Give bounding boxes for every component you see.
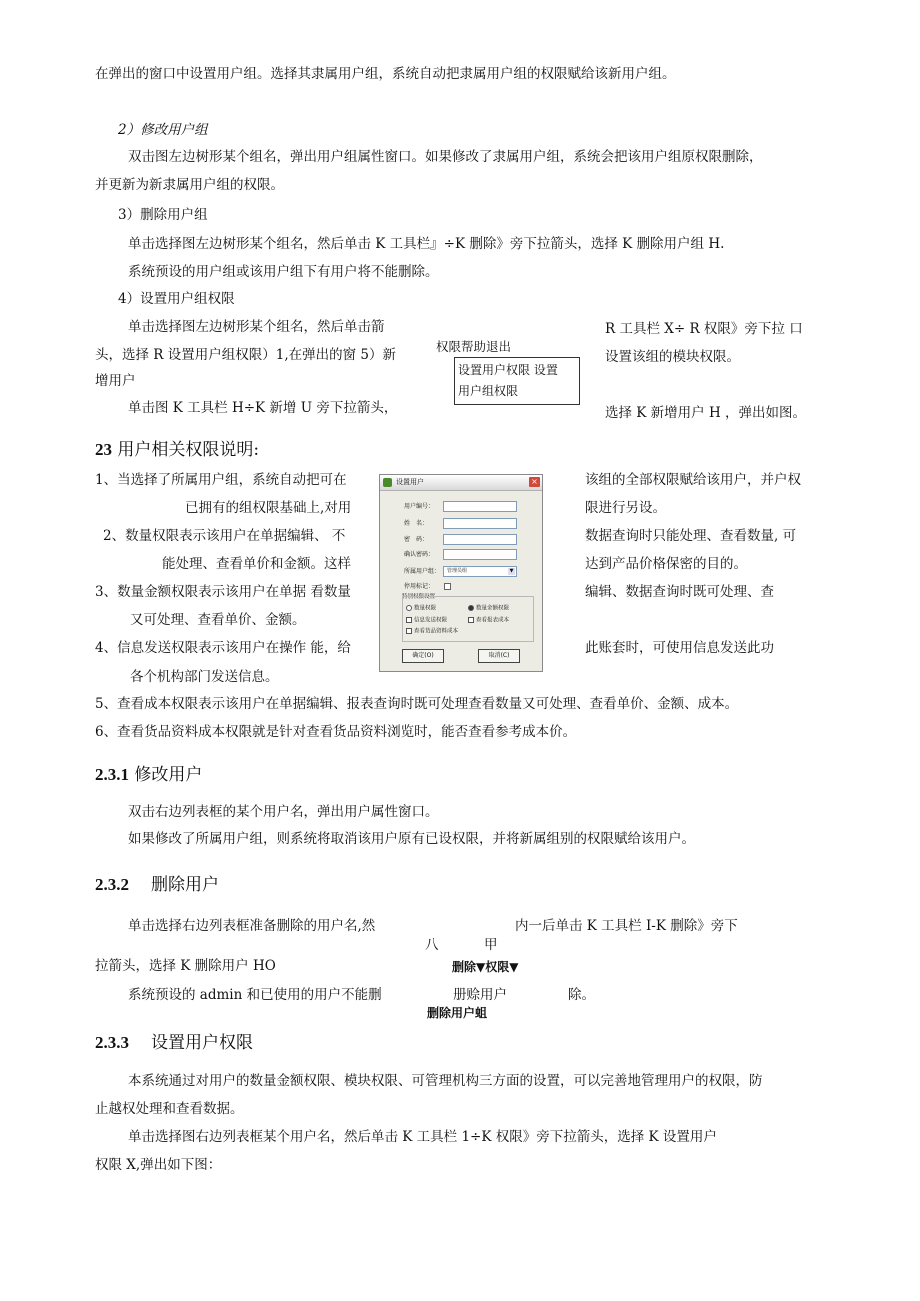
s233-p1: 本系统通过对用户的数量金额权限、模块权限、可管理机构三方面的设置，可以完善地管理用户的权限，防 bbox=[128, 1073, 763, 1089]
s232-p2a: 拉箭头，选择 K 删除用户 HO bbox=[95, 958, 276, 974]
s232-p1b: 内一后单击 K 工具栏 I-K 删除》旁下 bbox=[515, 918, 738, 934]
perm-item-4b: 各个机构部门发送信息。 bbox=[130, 669, 279, 685]
section-23-heading bbox=[95, 439, 259, 461]
s232-title: 删除用户 bbox=[151, 875, 219, 895]
perm-item-1-right-a: 该组的全部权限赋给该用户，并户权 bbox=[585, 472, 801, 488]
set-group-perm-left4: 单击图 K 工具栏 H÷K 新增 U 旁下拉箭头， bbox=[128, 400, 398, 416]
label-password: 密 码： bbox=[404, 536, 429, 543]
opt-qty-label: 数量权限 bbox=[414, 605, 437, 612]
s233-heading bbox=[95, 1032, 253, 1054]
delete-group-p2: 系统预设的用户组或该用户组下有用户将不能删除。 bbox=[128, 264, 439, 280]
perm-item-3-right-a: 编辑、数据查询时既可处理、查 bbox=[585, 584, 774, 600]
set-group-perm-right1: R 工具栏 X÷ R 权限》旁下拉 口 bbox=[605, 321, 803, 337]
perm-item-2b: 能处理、查看单价和金额。这样 bbox=[162, 556, 351, 572]
perm-item-4a: 4、信息发送权限表示该用户在操作 能，给 bbox=[95, 640, 351, 656]
set-group-perm-left1: 单击选择图左边树形某个组名，然后单击箭 bbox=[128, 319, 385, 335]
modify-group-p1: 双击图左边树形某个组名，弹出用户组属性窗口。如果修改了隶属用户组，系统会把该用户组原权限删除， bbox=[128, 149, 763, 165]
label-group: 所属用户组： bbox=[404, 568, 441, 575]
cancel-button[interactable]: 取消(C) bbox=[478, 649, 520, 663]
modify-group-heading: 2）修改用户组 bbox=[118, 122, 208, 138]
delete-group-heading: 3）删除用户组 bbox=[118, 207, 208, 223]
perm-item-3b: 又可处理、查看单价、金额。 bbox=[130, 612, 306, 628]
set-user-dialog bbox=[379, 474, 543, 672]
disable-checkbox[interactable] bbox=[444, 583, 451, 590]
perm-item-2-right-a: 数据查询时只能处理、查看数量, 可 bbox=[585, 528, 797, 544]
set-group-perm-left3: 增用户 bbox=[95, 373, 136, 389]
s233-number: 2.3.3 bbox=[95, 1033, 129, 1052]
s232-p3a: 系统预设的 admin 和已使用的用户不能删 bbox=[128, 987, 382, 1003]
s233-title: 设置用户权限 bbox=[151, 1033, 253, 1053]
dialog-titlebar bbox=[380, 475, 542, 491]
opt-goods-cost-label: 查看货品资料成本 bbox=[414, 628, 459, 635]
name-input[interactable] bbox=[443, 518, 517, 529]
s232-frag2: 甲 bbox=[484, 937, 498, 953]
s231-p2: 如果修改了所属用户组，则系统将取消该用户原有已设权限，并将新属组别的权限赋给该用户。 bbox=[128, 831, 695, 847]
radio-selected-icon bbox=[468, 605, 474, 611]
delete-group-p1: 单击选择图左边树形某个组名，然后单击 K 工具栏』÷K 删除》旁下拉箭头，选择 K 删除用户组 H. bbox=[128, 236, 725, 252]
s231-title: 修改用户 bbox=[134, 765, 203, 785]
opt-cost-label: 查看报表成本 bbox=[476, 617, 510, 624]
perm-item-5: 5、查看成本权限表示该用户在单据编辑、报表查询时既可处理查看数量又可处理、查看单价、金额、成本。 bbox=[95, 696, 739, 712]
s232-number: 2.3.2 bbox=[95, 875, 129, 894]
s232-heading bbox=[95, 874, 219, 896]
perm-item-3a: 3、数量金额权限表示该用户在单据 看数量 bbox=[95, 584, 351, 600]
opt-qty[interactable] bbox=[406, 605, 436, 613]
delete-user-menu-item[interactable]: 删除用户蛆 bbox=[427, 1006, 488, 1020]
menu-item-group-perm[interactable]: 用户组权限 bbox=[458, 384, 519, 398]
label-name: 姓 名： bbox=[404, 520, 429, 527]
s233-p2: 止越权处理和查看数据。 bbox=[95, 1101, 244, 1117]
menu-item-set-user-perm[interactable]: 设置用户权限 设置 bbox=[458, 363, 558, 377]
section-23-number: 23 bbox=[95, 440, 112, 459]
group-select-value: 管理员组 bbox=[447, 568, 468, 574]
label-confirm: 确认密码： bbox=[404, 551, 435, 558]
set-group-perm-right4: 选择 K 新增用户 H ，弹出如图。 bbox=[605, 405, 807, 421]
user-no-input[interactable] bbox=[443, 501, 517, 512]
s231-number: 2.3.1 bbox=[95, 765, 129, 784]
s232-p3b: 册赊用户 bbox=[453, 987, 507, 1003]
section-23-title: 用户相关权限说明: bbox=[117, 440, 260, 460]
opt-send[interactable] bbox=[406, 617, 447, 625]
intro-text: 在弹出的窗口中设置用户组。选择其隶属用户组，系统自动把隶属用户组的权限赋给该新用户组。 bbox=[95, 66, 676, 82]
app-icon bbox=[383, 478, 392, 487]
label-special-perms: 特别权限设置 bbox=[402, 594, 436, 600]
perm-item-2-right-b: 达到产品价格保密的目的。 bbox=[585, 556, 747, 572]
opt-qty-amount-label: 数量金额权限 bbox=[476, 605, 510, 612]
s232-p3c: 除。 bbox=[568, 987, 595, 1003]
password-input[interactable] bbox=[443, 534, 517, 545]
dialog-title: 设置用户 bbox=[396, 478, 424, 486]
s232-frag1: 八 bbox=[425, 937, 439, 953]
group-select[interactable] bbox=[443, 566, 517, 577]
set-group-perm-heading: 4）设置用户组权限 bbox=[118, 291, 235, 307]
confirm-password-input[interactable] bbox=[443, 549, 517, 560]
s232-p1a: 单击选择右边列表框准备删除的用户名,然 bbox=[128, 918, 376, 934]
close-icon[interactable]: × bbox=[529, 477, 540, 487]
checkbox-icon bbox=[468, 617, 474, 623]
perm-item-6: 6、查看货品资料成本权限就是针对查看货品资料浏览时，能否查看参考成本价。 bbox=[95, 724, 577, 740]
perm-item-1b: 已拥有的组权限基础上,对用 bbox=[185, 500, 352, 516]
label-user-no: 用户编号： bbox=[404, 503, 435, 510]
chevron-down-icon: ▼ bbox=[509, 568, 514, 574]
perm-item-1a: 1、当选择了所属用户组，系统自动把可在 bbox=[95, 472, 347, 488]
s233-p3: 单击选择图右边列表框某个用户名，然后单击 K 工具栏 1÷K 权限》旁下拉箭头，选择 K 设置用户 bbox=[128, 1129, 717, 1145]
label-disable: 停用标记： bbox=[404, 583, 435, 590]
s231-heading bbox=[95, 764, 202, 786]
s233-p4: 权限 X,弹出如下图： bbox=[95, 1157, 222, 1173]
delete-permission-menu[interactable]: 删除▼权限▼ bbox=[452, 960, 519, 974]
perm-item-2a: 2、数量权限表示该用户在单据编辑、 不 bbox=[103, 528, 346, 544]
ok-button[interactable]: 确定(O) bbox=[402, 649, 444, 663]
special-perms-group bbox=[402, 596, 534, 642]
perm-item-4-right-a: 此账套时，可使用信息发送此功 bbox=[585, 640, 774, 656]
menu-bar[interactable]: 权限帮助退出 bbox=[436, 339, 512, 354]
radio-icon bbox=[406, 605, 412, 611]
opt-qty-amount[interactable] bbox=[468, 605, 509, 613]
opt-send-label: 信息发送权限 bbox=[414, 617, 448, 624]
modify-group-p2: 并更新为新隶属用户组的权限。 bbox=[95, 177, 284, 193]
opt-goods-cost[interactable] bbox=[406, 628, 458, 636]
checkbox-icon bbox=[406, 617, 412, 623]
s231-p1: 双击右边列表框的某个用户名，弹出用户属性窗口。 bbox=[128, 804, 439, 820]
checkbox-icon bbox=[406, 628, 412, 634]
set-group-perm-right2: 设置该组的模块权限。 bbox=[605, 349, 740, 365]
set-group-perm-left2: 头，选择 R 设置用户组权限）1,在弹出的窗 5）新 bbox=[95, 347, 397, 363]
permission-popup-menu bbox=[454, 357, 580, 405]
opt-cost[interactable] bbox=[468, 617, 509, 625]
perm-item-1-right-b: 限进行另设。 bbox=[585, 500, 666, 516]
